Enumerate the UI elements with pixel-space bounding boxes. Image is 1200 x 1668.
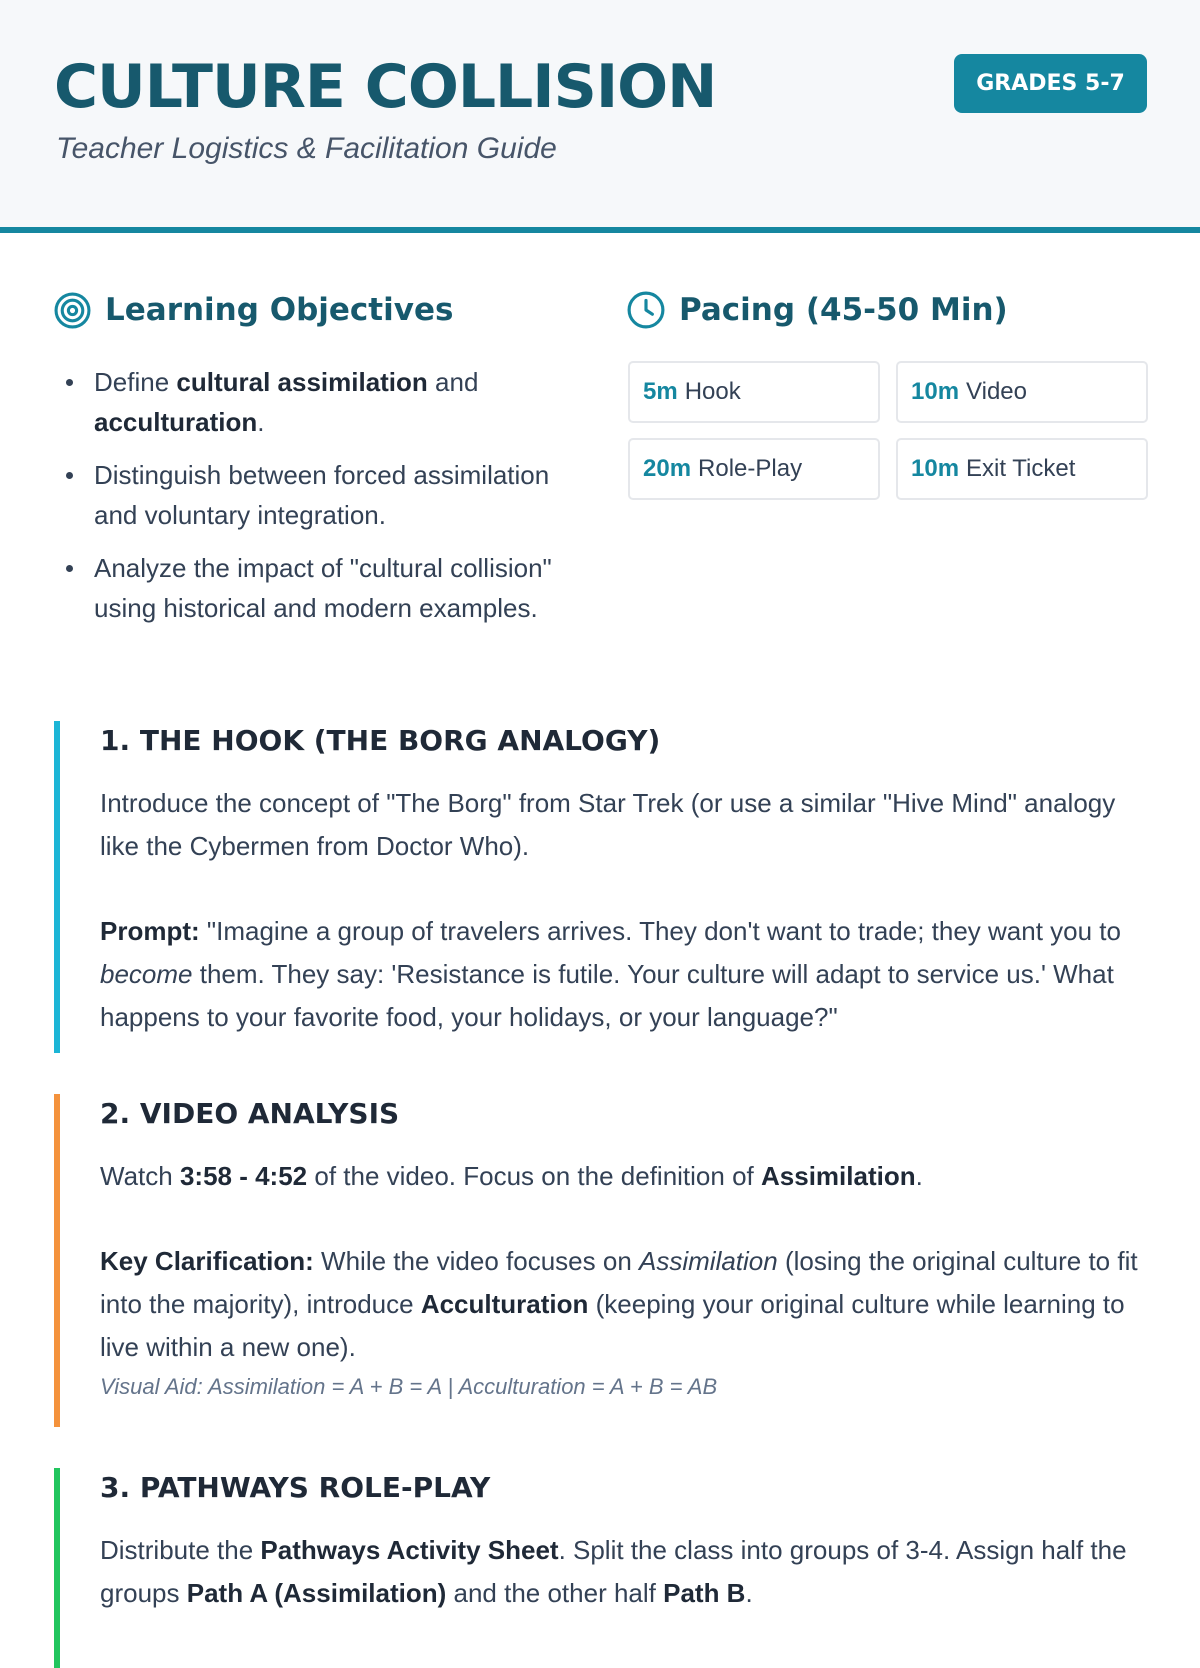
objective-item bbox=[64, 362, 584, 442]
prompt-text: them. They say: 'Resistance is futile. Your culture will adapt to service us.' What happens to your favorite food, your holidays, or your language?" bbox=[100, 959, 1114, 1032]
pacing-minutes: 20m bbox=[643, 455, 692, 482]
pacing-item-exit-ticket bbox=[896, 438, 1148, 500]
pacing-label: Role-Play bbox=[698, 455, 803, 482]
watch-text: Watch bbox=[100, 1161, 180, 1191]
roleplay-text: . bbox=[745, 1578, 753, 1608]
grade-badge: GRADES 5-7 bbox=[954, 54, 1147, 113]
roleplay-sheet: Pathways Activity Sheet bbox=[260, 1535, 559, 1565]
pacing-minutes: 10m bbox=[911, 378, 960, 405]
pacing-label: Hook bbox=[684, 378, 741, 405]
pacing-label: Exit Ticket bbox=[966, 455, 1076, 482]
roleplay-text: and the other half bbox=[446, 1578, 664, 1608]
step-title: 2. VIDEO ANALYSIS bbox=[100, 1097, 400, 1130]
roleplay-text: Distribute the bbox=[100, 1535, 261, 1565]
step-accent-bar bbox=[54, 1094, 60, 1427]
step-title: 1. THE HOOK (THE BORG ANALOGY) bbox=[100, 724, 661, 757]
step-prompt bbox=[100, 910, 1154, 1039]
step-video bbox=[54, 1094, 1154, 1427]
pacing-minutes: 5m bbox=[643, 378, 678, 405]
step-roleplay-text bbox=[100, 1529, 1154, 1615]
objective-term: acculturation bbox=[94, 407, 258, 437]
watch-time: 3:58 - 4:52 bbox=[179, 1161, 308, 1191]
clarification-text: While the video focuses on bbox=[313, 1246, 640, 1276]
watch-text: . bbox=[915, 1161, 923, 1191]
objectives-heading bbox=[54, 288, 453, 332]
objective-text: . bbox=[257, 407, 265, 437]
clock-icon bbox=[627, 291, 665, 329]
visual-aid: Visual Aid: Assimilation = A + B = A | Acculturation = A + B = AB bbox=[100, 1374, 718, 1399]
step-watch bbox=[100, 1155, 1154, 1198]
objective-term: cultural assimilation bbox=[176, 367, 428, 397]
prompt-label: Prompt: bbox=[100, 916, 200, 946]
pacing-label: Video bbox=[966, 378, 1027, 405]
pacing-item-video bbox=[896, 361, 1148, 423]
step-title: 3. PATHWAYS ROLE-PLAY bbox=[100, 1471, 491, 1504]
roleplay-path-a: Path A (Assimilation) bbox=[186, 1578, 447, 1608]
pacing-heading-label: Pacing (45-50 Min) bbox=[679, 292, 1008, 328]
clarification-text: (keeping your original culture while learning to live within a new one). bbox=[100, 1289, 1125, 1362]
prompt-text: "Imagine a group of travelers arrives. They don't want to trade; they want you to bbox=[199, 916, 1121, 946]
objective-text: and bbox=[427, 367, 479, 397]
pacing-heading bbox=[627, 288, 1008, 332]
pacing-item-hook bbox=[628, 361, 880, 423]
objectives-heading-label: Learning Objectives bbox=[105, 292, 454, 328]
step-accent-bar bbox=[54, 1468, 60, 1668]
step-intro: Introduce the concept of "The Borg" from Star Trek (or use a similar "Hive Mind" analogy like the Cybermen from Doctor Who). bbox=[100, 788, 1116, 861]
clarification-emphasis: Assimilation bbox=[639, 1246, 778, 1276]
objectives-list bbox=[64, 362, 584, 641]
watch-text: of the video. Focus on the definition of bbox=[307, 1161, 761, 1191]
pacing-item-roleplay bbox=[628, 438, 880, 500]
clarification-text: (losing the original culture to fit into the majority), introduce bbox=[100, 1246, 1138, 1319]
page-header bbox=[0, 0, 1200, 233]
clarification-term: Acculturation bbox=[420, 1289, 589, 1319]
step-hook bbox=[54, 721, 1154, 1053]
objective-text: Define bbox=[94, 367, 177, 397]
step-clarification bbox=[100, 1240, 1154, 1369]
pacing-grid bbox=[628, 361, 1148, 500]
step-accent-bar bbox=[54, 721, 60, 1053]
page-title: CULTURE COLLISION bbox=[54, 52, 717, 122]
roleplay-text: . Split the class into groups of 3-4. Assign half the groups bbox=[100, 1535, 1127, 1608]
watch-term: Assimilation bbox=[761, 1161, 916, 1191]
page-subtitle: Teacher Logistics & Facilitation Guide bbox=[56, 132, 557, 165]
pacing-minutes: 10m bbox=[911, 455, 960, 482]
roleplay-path-b: Path B bbox=[663, 1578, 746, 1608]
prompt-emphasis: become bbox=[100, 959, 193, 989]
clarification-label: Key Clarification: bbox=[100, 1246, 314, 1276]
target-icon bbox=[54, 292, 91, 329]
step-roleplay bbox=[54, 1468, 1154, 1668]
objective-item: Distinguish between forced assimilation and voluntary integration. bbox=[64, 455, 584, 535]
objective-item: Analyze the impact of "cultural collision" using historical and modern examples. bbox=[64, 548, 584, 628]
